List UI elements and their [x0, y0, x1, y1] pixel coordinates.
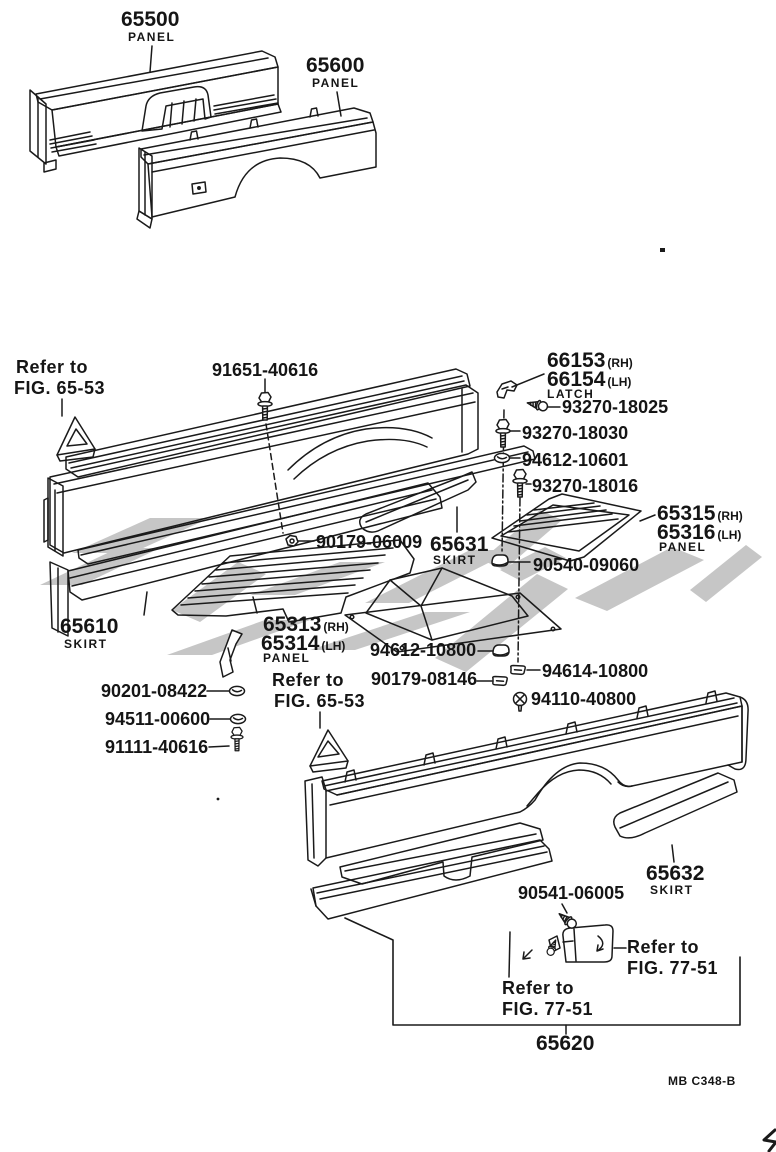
part-sublabel-panel: PANEL [659, 540, 707, 554]
part-label-65500: 65500 [121, 8, 180, 31]
panel-65600-drawing [137, 92, 376, 228]
part-sublabel-65600: PANEL [312, 76, 360, 90]
figure-code: MB C348-B [668, 1074, 736, 1088]
bolt-icon [496, 420, 510, 448]
reference-note: Refer to [502, 978, 575, 998]
reference-figure: FIG. 77-51 [627, 958, 719, 978]
reference-note: Refer to [272, 670, 345, 690]
part-label-94612-10800: 94612-10800 [370, 640, 477, 660]
part-label-93270-18025: 93270-18025 [562, 397, 669, 417]
clip-icon [493, 677, 508, 686]
part-number: 65315 [657, 502, 716, 525]
part-number: 66153 [547, 349, 606, 372]
part-label-65600: 65600 [306, 54, 365, 77]
part-label-65610: 65610 [60, 615, 119, 638]
part-label-93270-18030: 93270-18030 [522, 423, 629, 443]
part-label-91651-40616: 91651-40616 [212, 360, 319, 380]
part-label-90541-06005: 90541-06005 [518, 883, 625, 903]
reference-note: Refer to [627, 937, 700, 957]
clip-icon [493, 645, 509, 656]
part-label-65631: 65631 [430, 533, 489, 556]
grommet-icon [230, 686, 245, 695]
part-sublabel-65500: PANEL [128, 30, 176, 44]
clip-icon [511, 666, 526, 675]
part-label-90179-08146: 90179-08146 [371, 669, 478, 689]
clip-icon [492, 555, 508, 566]
part-label-90179-06009: 90179-06009 [316, 532, 423, 552]
part-sublabel-latch: LATCH [547, 387, 595, 401]
side-suffix: (RH) [323, 620, 349, 634]
nut-icon [286, 536, 298, 547]
part-number: 65313 [263, 613, 322, 636]
reference-note: Refer to [16, 357, 89, 377]
grommet-icon [495, 453, 510, 462]
side-suffix: (LH) [607, 375, 632, 389]
reference-figure: FIG. 65-53 [274, 691, 366, 711]
part-label-91111-40616: 91111-40616 [105, 737, 209, 757]
part-sublabel-skirt: SKIRT [433, 553, 477, 567]
part-sublabel-panel: PANEL [263, 651, 311, 665]
side-suffix: (RH) [717, 509, 743, 523]
part-label-93270-18016: 93270-18016 [532, 476, 639, 496]
part-label-94511-00600: 94511-00600 [105, 709, 211, 729]
side-suffix: (LH) [321, 639, 346, 653]
reference-figure: FIG. 77-51 [502, 999, 594, 1019]
part-number: 65314 [261, 632, 320, 655]
corner-arrow-mark [764, 1130, 776, 1151]
part-label-65632: 65632 [646, 862, 705, 885]
part-sublabel-skirt: SKIRT [650, 883, 694, 897]
side-suffix: (LH) [717, 528, 742, 542]
bolt-icon [513, 470, 527, 498]
part-label-65620: 65620 [536, 1032, 595, 1055]
part-label-94110-40800: 94110-40800 [531, 689, 637, 709]
part-label-94614-10800: 94614-10800 [542, 661, 649, 681]
part-label-90201-08422: 90201-08422 [101, 681, 208, 701]
part-number: 65316 [657, 521, 716, 544]
part-sublabel-skirt: SKIRT [64, 637, 108, 651]
reference-figure: FIG. 65-53 [14, 378, 106, 398]
bolt-icon [231, 727, 243, 750]
bolt-icon [258, 393, 272, 421]
part-number: 66154 [547, 368, 606, 391]
side-suffix: (RH) [607, 356, 633, 370]
screw-icon [526, 398, 548, 412]
part-label-94612-10601: 94612-10601 [522, 450, 629, 470]
screw-grommet-icon [514, 693, 527, 712]
grommet-icon [231, 714, 246, 723]
part-label-90540-09060: 90540-09060 [533, 555, 640, 575]
